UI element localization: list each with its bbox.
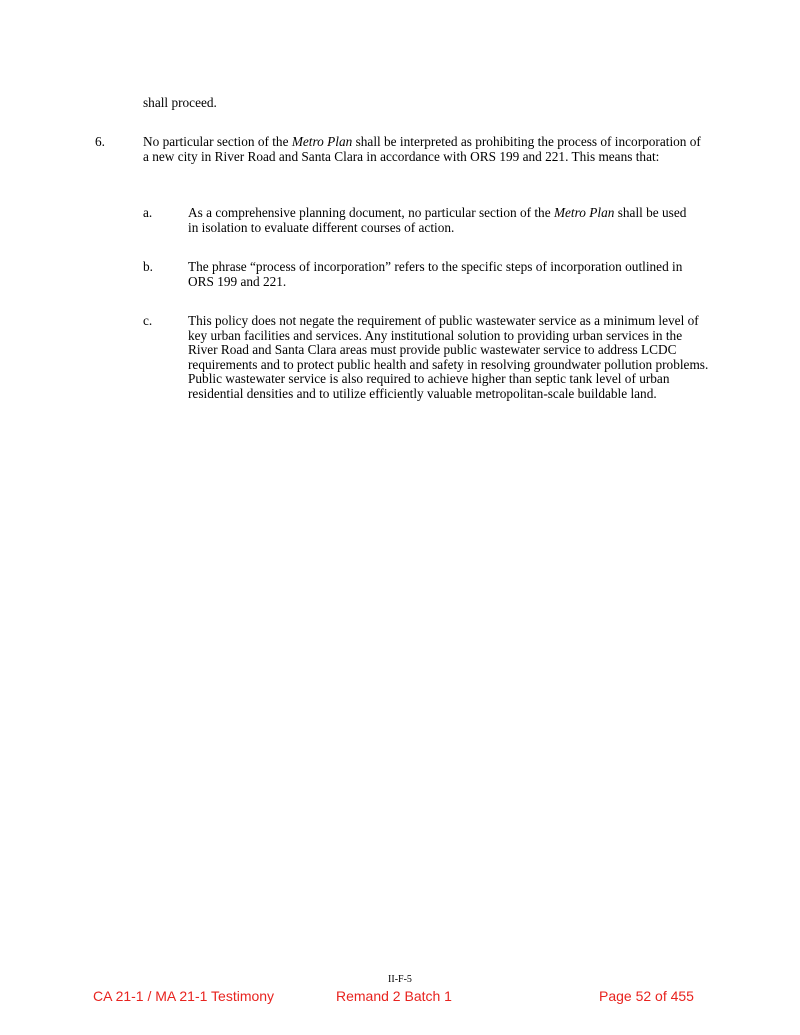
sub-a-metro-plan: Metro Plan (553, 205, 615, 220)
item-6-text-part2: shall be interpreted as prohibiting the process of incorporation of a new city in River Road and Santa Clara in accordance with ORS 199 and 221. This means that: (143, 134, 701, 164)
page-count-stamp: Page 52 of 455 (599, 988, 694, 1004)
sub-a-text-part2: shall be used in isolation to evaluate different courses of action. (188, 205, 687, 235)
sub-a-text (188, 206, 698, 235)
testimony-stamp: CA 21-1 / MA 21-1 Testimony (93, 988, 275, 1004)
item-6-number: 6. (95, 134, 105, 149)
item-6-text-part1: No particular section of the (143, 134, 292, 149)
sub-b-text: The phrase “process of incorporation” refers to the specific steps of incorporation outlined in ORS 199 and 221. (188, 259, 683, 289)
batch-stamp: Remand 2 Batch 1 (336, 988, 452, 1004)
sub-c-text: This policy does not negate the requirement of public wastewater service as a minimum level of key urban facilities and services. Any institutional solution to providing urban services in the River Road and Santa Clara areas must provide public wastewater service to address LCDC requirements and to protect public health and safety in resolving groundwater pollution problems. Public wastewater service is also required to achieve higher than septic tank level of urban residential densities and to utilize efficiently valuable metropolitan-scale buildable land. (188, 313, 709, 401)
sub-b-letter: b. (143, 259, 153, 274)
item-6-text (143, 135, 708, 164)
item-6-metro-plan: Metro Plan (291, 134, 353, 149)
sub-c-letter: c. (143, 313, 153, 328)
sub-a-text-part1: As a comprehensive planning document, no particular section of the (188, 205, 554, 220)
page-number-label: II-F-5 (388, 974, 412, 985)
sub-a-letter: a. (143, 205, 153, 220)
continuation-text: shall proceed. (143, 95, 217, 110)
